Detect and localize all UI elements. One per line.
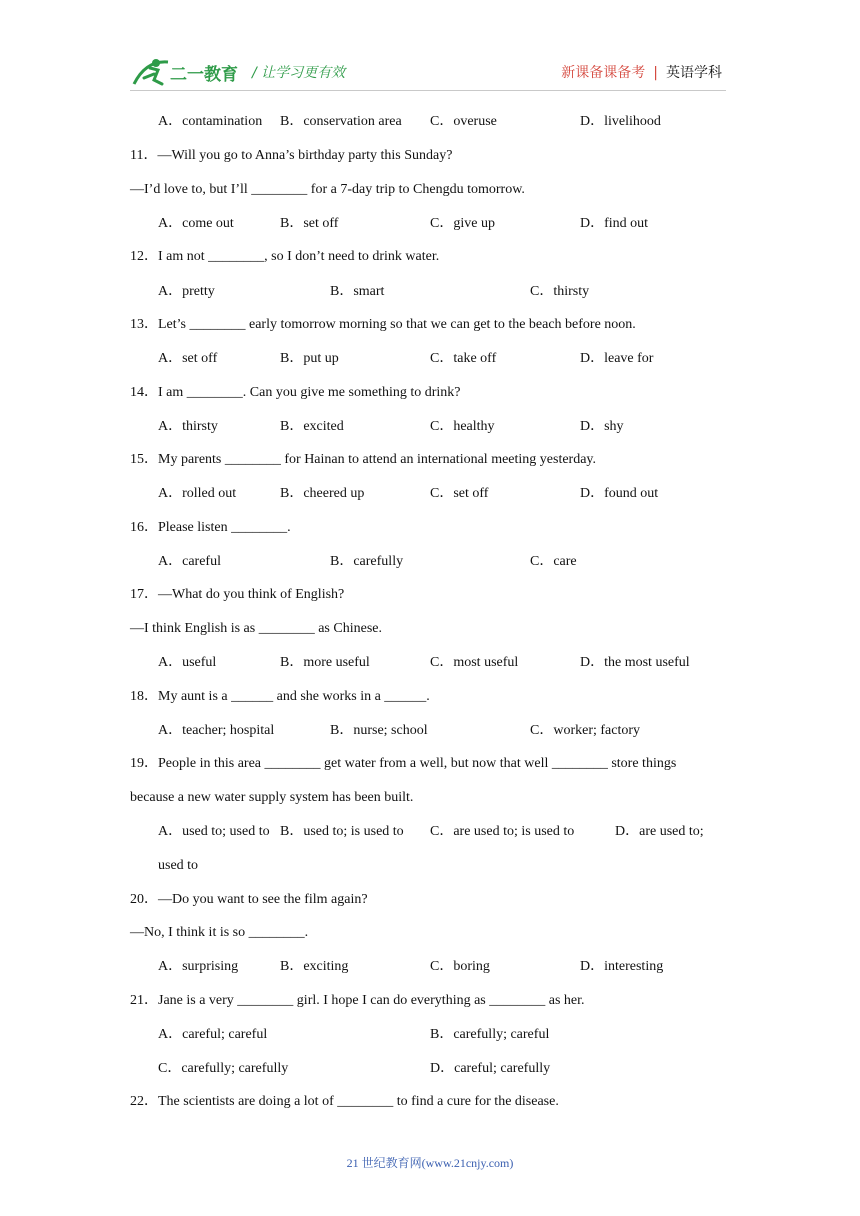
q22-stem: 22．The scientists are doing a lot of ________ to find a cure for the disease. xyxy=(130,1094,559,1109)
q15-option-b: B．cheered up xyxy=(280,486,365,501)
q20-option-a: A．surprising xyxy=(158,959,239,974)
q17-option-d: D．the most useful xyxy=(580,655,690,670)
q10-option-d: D．livelihood xyxy=(580,114,661,129)
q11-stem: 11．—Will you go to Anna’s birthday party this Sunday? xyxy=(130,148,453,163)
q13-option-c: C．take off xyxy=(430,351,497,366)
q17-option-a: A．useful xyxy=(158,655,217,670)
q19-stem-2: because a new water supply system has been built. xyxy=(130,790,414,805)
page-footer: 21 世纪教育网(www.21cnjy.com) xyxy=(346,1156,514,1170)
q19-option-b: B．used to; is used to xyxy=(280,824,404,839)
slogan: / 让学习更有效 xyxy=(252,65,346,81)
q17-stem-2: —I think English is as ________ as Chinese. xyxy=(130,621,382,636)
q16-stem: 16．Please listen ________. xyxy=(130,520,291,535)
q14-option-d: D．shy xyxy=(580,419,624,434)
q19-option-d: D．are used to; xyxy=(615,824,704,839)
q19-option-c: C．are used to; is used to xyxy=(430,824,575,839)
q19-option-a: A．used to; used to xyxy=(158,824,270,839)
q20-stem: 20．—Do you want to see the film again? xyxy=(130,892,368,907)
q21-option-d: D．careful; carefully xyxy=(430,1061,551,1076)
q17-option-c: C．most useful xyxy=(430,655,519,670)
q11-option-a: A．come out xyxy=(158,216,234,231)
header-separator: | xyxy=(653,65,658,81)
q16-option-c: C．care xyxy=(530,554,577,569)
q20-stem-2: —No, I think it is so ________. xyxy=(130,925,309,940)
header-right xyxy=(561,62,722,82)
q11-option-c: C．give up xyxy=(430,216,495,231)
q15-stem: 15．My parents ________ for Hainan to attend an international meeting yesterday. xyxy=(130,452,597,467)
q15-option-c: C．set off xyxy=(430,486,489,501)
q21-option-b: B．carefully; careful xyxy=(430,1027,550,1042)
q13-option-b: B．put up xyxy=(280,351,339,366)
q10-option-b: B．conservation area xyxy=(280,114,402,129)
q10-option-a: A．contamination xyxy=(158,114,263,129)
logo-text: 二一教育 xyxy=(170,65,238,85)
q12-stem: 12．I am not ________, so I don’t need to drink water. xyxy=(130,249,440,264)
q20-option-c: C．boring xyxy=(430,959,490,974)
q11-option-b: B．set off xyxy=(280,216,339,231)
q11-option-d: D．find out xyxy=(580,216,649,231)
q15-option-a: A．rolled out xyxy=(158,486,237,501)
q10-option-c: C．overuse xyxy=(430,114,497,129)
q21-stem: 21．Jane is a very ________ girl. I hope I can do everything as ________ as her. xyxy=(130,993,585,1008)
q12-option-a: A．pretty xyxy=(158,284,215,299)
course-label: 新课备课备考 xyxy=(561,65,646,81)
q16-option-b: B．carefully xyxy=(330,554,404,569)
q18-option-b: B．nurse; school xyxy=(330,723,428,738)
q13-stem: 13．Let’s ________ early tomorrow morning so that we can get to the beach before noon. xyxy=(130,317,636,332)
q15-option-d: D．found out xyxy=(580,486,659,501)
q11-stem-2: —I’d love to, but I’ll ________ for a 7-day trip to Chengdu tomorrow. xyxy=(130,182,525,197)
q17-stem: 17．—What do you think of English? xyxy=(130,587,345,602)
q21-option-c: C．carefully; carefully xyxy=(158,1061,289,1076)
q20-option-d: D．interesting xyxy=(580,959,664,974)
q18-option-c: C．worker; factory xyxy=(530,723,641,738)
subject-label: 英语学科 xyxy=(666,65,722,81)
q19-option-d-wrap: used to xyxy=(158,858,199,873)
q14-stem: 14．I am ________. Can you give me something to drink? xyxy=(130,385,461,400)
q13-option-a: A．set off xyxy=(158,351,218,366)
q12-option-c: C．thirsty xyxy=(530,284,590,299)
q19-stem: 19．People in this area ________ get water from a well, but now that well ________ store things xyxy=(130,756,677,771)
header-divider xyxy=(130,90,726,91)
q21-option-a: A．careful; careful xyxy=(158,1027,268,1042)
page-header xyxy=(0,0,860,100)
q13-option-d: D．leave for xyxy=(580,351,654,366)
q12-option-b: B．smart xyxy=(330,284,385,299)
q14-option-b: B．excited xyxy=(280,419,344,434)
q16-option-a: A．careful xyxy=(158,554,221,569)
q18-stem: 18．My aunt is a ______ and she works in a ______. xyxy=(130,689,430,704)
q18-option-a: A．teacher; hospital xyxy=(158,723,275,738)
q14-option-c: C．healthy xyxy=(430,419,495,434)
logo-icon xyxy=(132,54,242,90)
q20-option-b: B．exciting xyxy=(280,959,349,974)
q14-option-a: A．thirsty xyxy=(158,419,218,434)
q17-option-b: B．more useful xyxy=(280,655,370,670)
